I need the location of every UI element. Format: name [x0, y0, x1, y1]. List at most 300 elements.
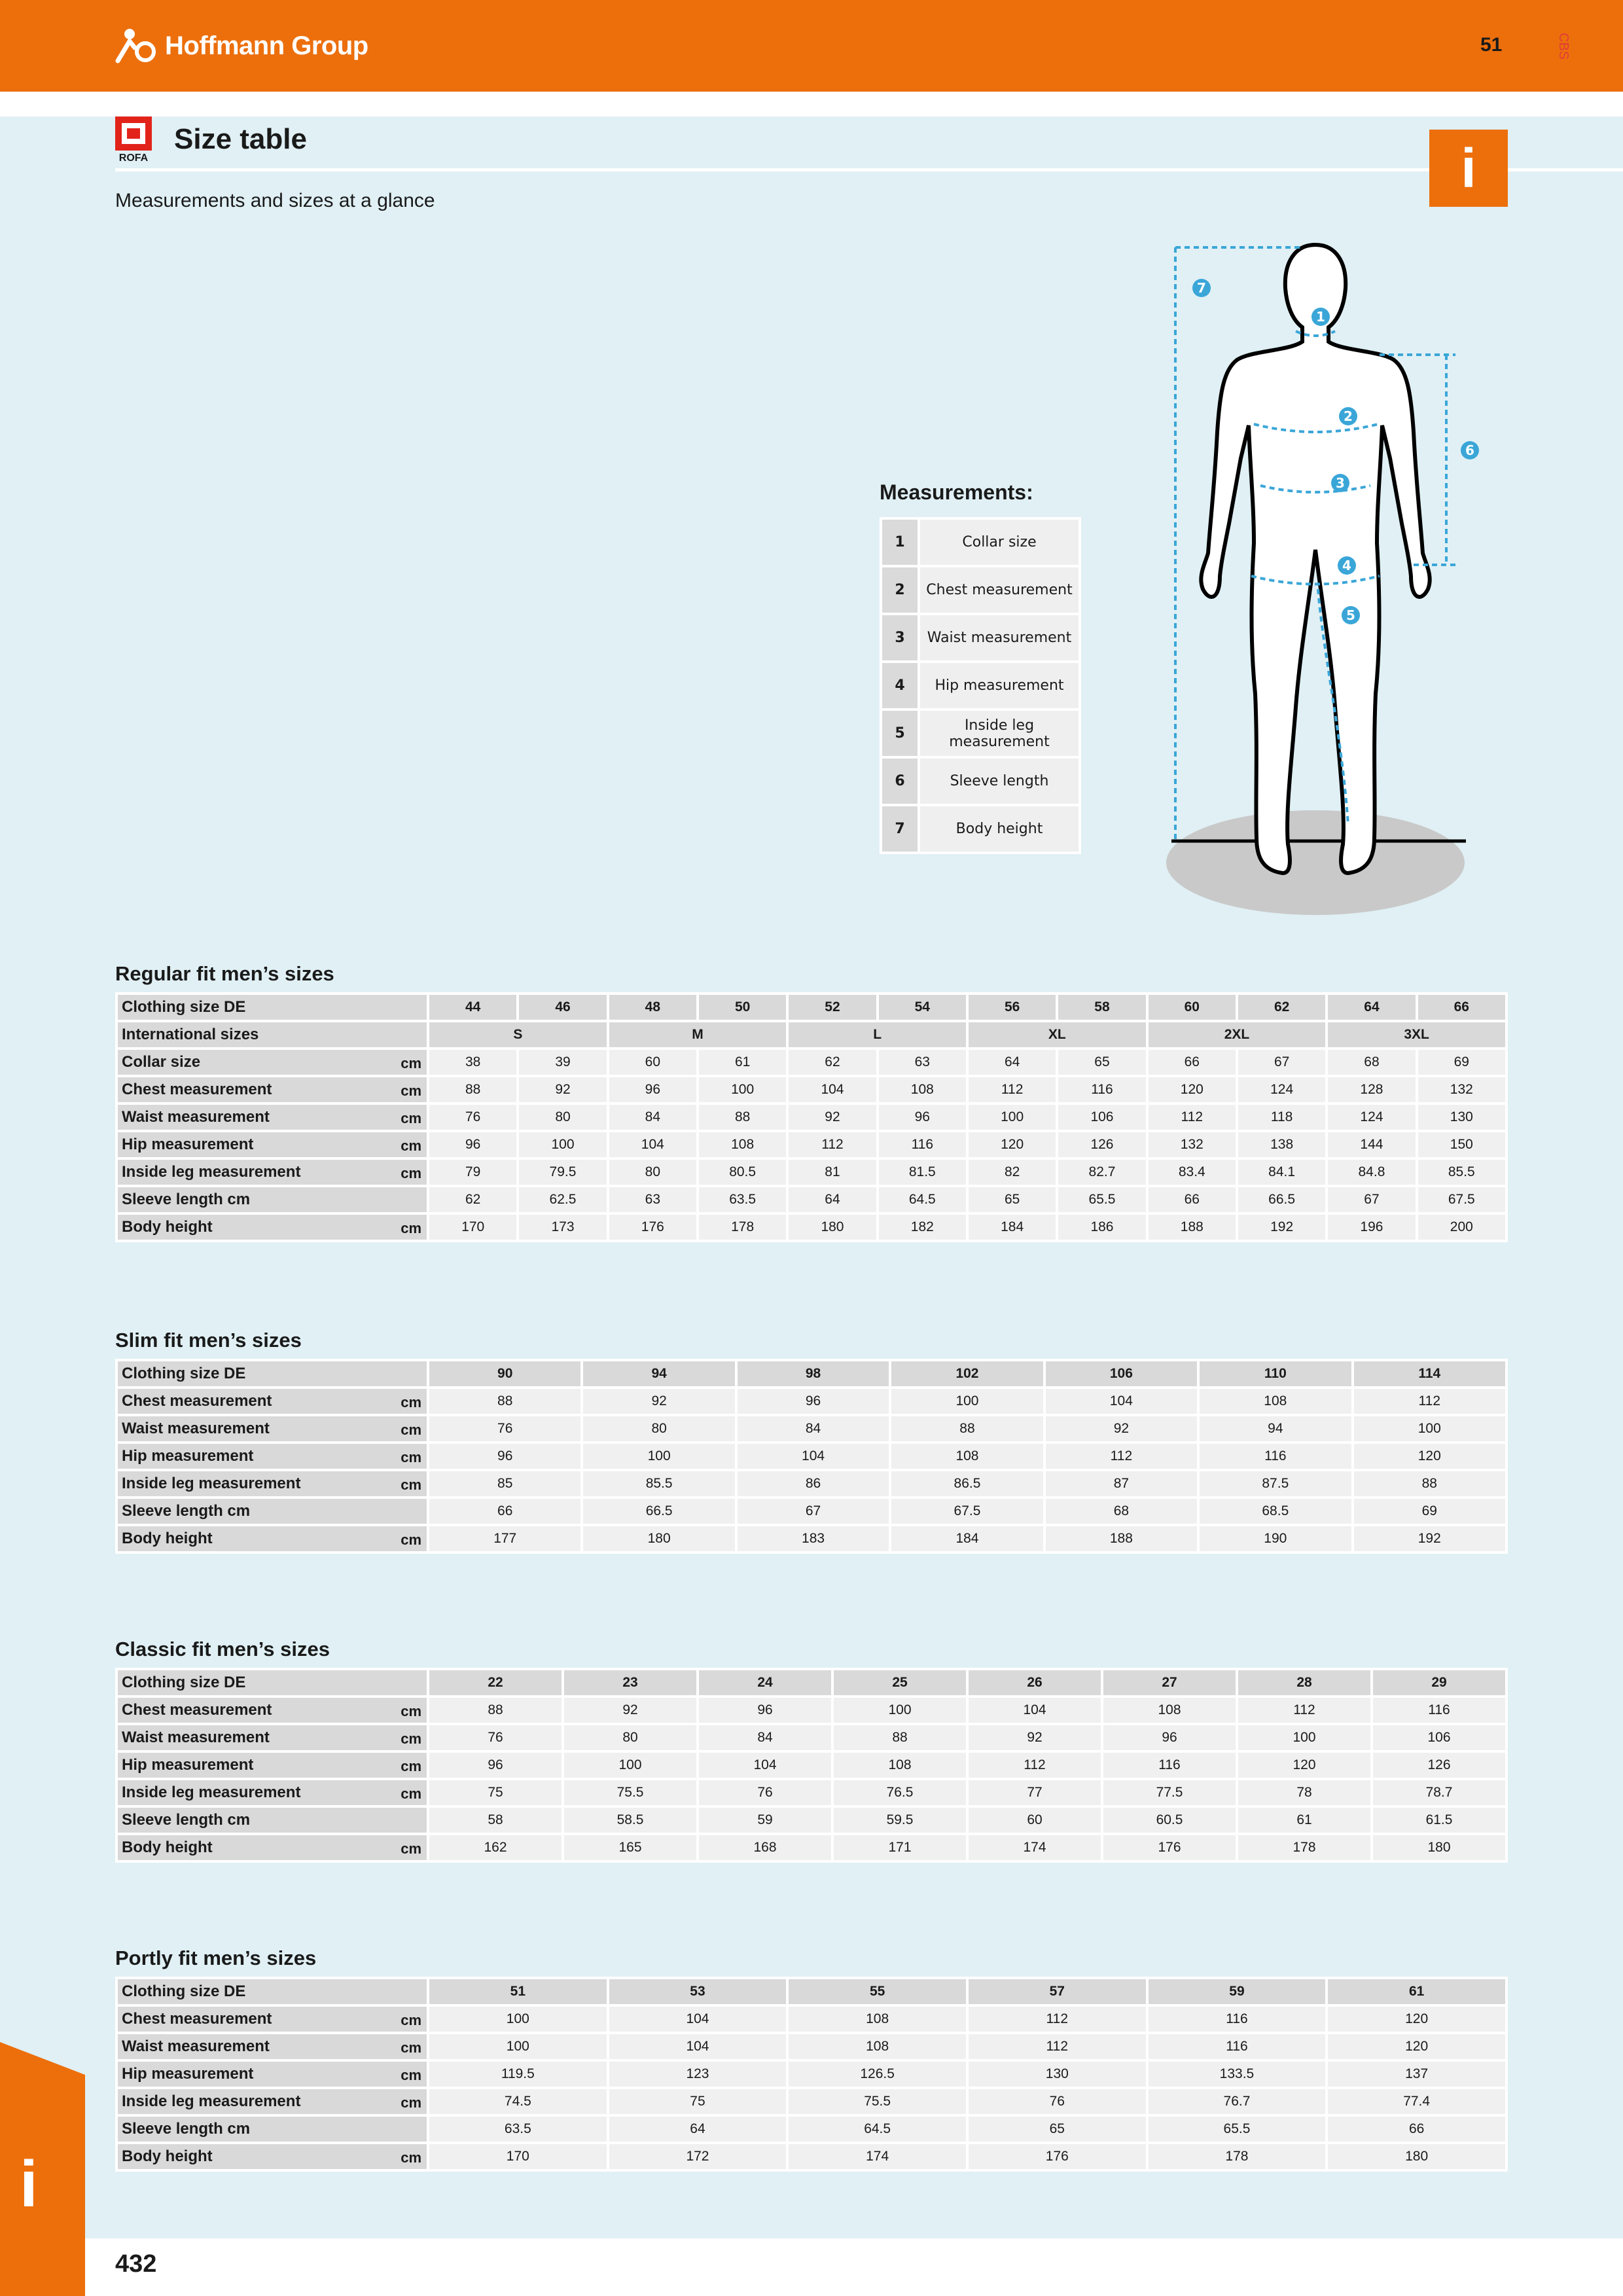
table-cell: 116 — [1149, 2007, 1326, 2032]
side-info-icon: i — [20, 2147, 38, 2221]
table-cell: 58 — [429, 1808, 562, 1833]
row-unit: cm — [401, 1758, 421, 1774]
table-cell: 173 — [519, 1215, 606, 1240]
table-cell: 165 — [564, 1835, 696, 1860]
table-row — [118, 2034, 1505, 2059]
table-cell: 38 — [429, 1050, 516, 1075]
size-header-cell: 26 — [969, 1670, 1101, 1695]
table-cell: 106 — [1058, 1105, 1145, 1130]
table-cell: 100 — [429, 2034, 607, 2059]
international-size-cell: S — [429, 1022, 607, 1047]
table-cell: 92 — [519, 1077, 606, 1102]
size-header-cell: 58 — [1058, 995, 1145, 1020]
table-row — [118, 2062, 1505, 2087]
table-cell: 96 — [738, 1389, 889, 1414]
size-header-cell: 64 — [1328, 995, 1415, 1020]
size-header-cell: 62 — [1238, 995, 1325, 1020]
table-row — [118, 1526, 1505, 1551]
table-cell: 126 — [1058, 1132, 1145, 1157]
table-cell: 126 — [1373, 1753, 1505, 1778]
table-cell: 168 — [699, 1835, 831, 1860]
table-cell: 108 — [891, 1444, 1043, 1469]
table-cell: 64.5 — [879, 1187, 966, 1212]
table-cell: 96 — [429, 1132, 516, 1157]
table-cell: 67.5 — [891, 1499, 1043, 1524]
size-header-cell: 50 — [699, 995, 786, 1020]
table-cell: 124 — [1238, 1077, 1325, 1102]
table-cell: 74.5 — [429, 2089, 607, 2114]
table-cell: 184 — [969, 1215, 1056, 1240]
table-cell: 80 — [583, 1416, 734, 1441]
row-label: Inside leg measurement — [122, 1784, 301, 1801]
legend-number: 6 — [882, 759, 918, 804]
table-cell: 92 — [969, 1725, 1101, 1750]
table-cell: 120 — [1354, 1444, 1505, 1469]
table-cell: 120 — [969, 1132, 1056, 1157]
table-cell: 180 — [1328, 2144, 1505, 2169]
legend-label: Body height — [918, 806, 1079, 852]
size-header-cell: 90 — [429, 1361, 580, 1386]
legend-row — [882, 759, 1079, 804]
table-cell: 96 — [609, 1077, 696, 1102]
size-header-cell: 57 — [969, 1979, 1146, 2004]
row-label: Clothing size DE — [122, 1674, 246, 1691]
table-cell: 177 — [429, 1526, 580, 1551]
table-cell: 180 — [1373, 1835, 1505, 1860]
portly-fit-table — [115, 1977, 1508, 2172]
row-label-cell — [118, 2034, 427, 2059]
table-cell: 75.5 — [564, 1780, 696, 1805]
size-header-cell: 61 — [1328, 1979, 1505, 2004]
table-cell: 120 — [1149, 1077, 1236, 1102]
row-label-cell — [118, 2144, 427, 2169]
table-cell: 184 — [891, 1526, 1043, 1551]
table-cell: 66 — [1149, 1187, 1236, 1212]
table-cell: 59 — [699, 1808, 831, 1833]
row-label: Chest measurement — [122, 1701, 272, 1719]
table-cell: 132 — [1418, 1077, 1505, 1102]
legend-row — [882, 520, 1079, 565]
size-header-cell: 98 — [738, 1361, 889, 1386]
table-cell: 94 — [1200, 1416, 1351, 1441]
row-unit: cm — [401, 2094, 421, 2111]
table-cell: 132 — [1149, 1132, 1236, 1157]
table-row — [118, 1808, 1505, 1833]
measurements-legend — [880, 517, 1081, 854]
table-cell: 116 — [879, 1132, 966, 1157]
row-label-cell — [118, 1808, 427, 1833]
table-cell: 138 — [1238, 1132, 1325, 1157]
table-row — [118, 1361, 1505, 1386]
row-unit: cm — [401, 1083, 421, 1099]
size-header-cell: 59 — [1149, 1979, 1326, 2004]
table-cell: 112 — [1354, 1389, 1505, 1414]
table-cell: 76 — [429, 1725, 562, 1750]
row-label: Chest measurement — [122, 2010, 272, 2028]
table-cell: 62 — [789, 1050, 876, 1075]
brand-name: Hoffmann Group — [165, 31, 368, 60]
page-number-bottom: 432 — [115, 2250, 157, 2278]
table-cell: 100 — [564, 1753, 696, 1778]
row-label: Collar size — [122, 1053, 201, 1071]
hoffmann-logo-icon — [115, 28, 157, 63]
table-cell: 81 — [789, 1160, 876, 1185]
table-cell: 108 — [834, 1753, 966, 1778]
legend-row — [882, 806, 1079, 852]
table-cell: 76 — [429, 1105, 516, 1130]
table-cell: 66 — [429, 1499, 580, 1524]
row-label-cell — [118, 1835, 427, 1860]
table-cell: 150 — [1418, 1132, 1505, 1157]
table-cell: 62 — [429, 1187, 516, 1212]
table-cell: 176 — [1103, 1835, 1236, 1860]
table-cell: 96 — [699, 1698, 831, 1723]
marker-6-label: 6 — [1465, 442, 1474, 458]
table-row — [118, 1725, 1505, 1750]
row-label-cell — [118, 1077, 427, 1102]
table-cell: 66 — [1328, 2117, 1505, 2142]
rofa-logo-text: ROFA — [118, 152, 149, 162]
table-cell: 63 — [879, 1050, 966, 1075]
table-cell: 76.7 — [1149, 2089, 1326, 2114]
table-cell: 96 — [1103, 1725, 1236, 1750]
table-cell: 86 — [738, 1471, 889, 1496]
legend-label: Waist measurement — [918, 615, 1079, 660]
size-header-cell: 66 — [1418, 995, 1505, 1020]
row-label: Waist measurement — [122, 2037, 270, 2055]
table-cell: 176 — [969, 2144, 1146, 2169]
table-row — [118, 1471, 1505, 1496]
table-cell: 76 — [699, 1780, 831, 1805]
size-header-cell: 56 — [969, 995, 1056, 1020]
row-label-cell — [118, 1698, 427, 1723]
row-label-cell — [118, 1979, 427, 2004]
table-cell: 137 — [1328, 2062, 1505, 2087]
row-label-cell — [118, 995, 427, 1020]
table-cell: 116 — [1200, 1444, 1351, 1469]
table-cell: 96 — [429, 1753, 562, 1778]
table-cell: 100 — [969, 1105, 1056, 1130]
row-unit: cm — [401, 1840, 421, 1857]
table-cell: 128 — [1328, 1077, 1415, 1102]
legend-number: 3 — [882, 615, 918, 660]
table-cell: 65 — [969, 1187, 1056, 1212]
row-label-cell — [118, 1526, 427, 1551]
row-label: Sleeve length cm — [122, 1811, 251, 1829]
row-label: Hip measurement — [122, 1756, 254, 1774]
table-cell: 112 — [1149, 1105, 1236, 1130]
size-header-cell: 48 — [609, 995, 696, 1020]
table-cell: 83.4 — [1149, 1160, 1236, 1185]
size-header-cell: 52 — [789, 995, 876, 1020]
table-cell: 120 — [1328, 2007, 1505, 2032]
table-cell: 176 — [609, 1215, 696, 1240]
row-label-cell — [118, 1753, 427, 1778]
table-cell: 92 — [583, 1389, 734, 1414]
row-unit: cm — [401, 1055, 421, 1071]
table-cell: 80.5 — [699, 1160, 786, 1185]
table-cell: 178 — [699, 1215, 786, 1240]
table-cell: 80 — [564, 1725, 696, 1750]
row-label-cell — [118, 1670, 427, 1695]
size-header-cell: 29 — [1373, 1670, 1505, 1695]
table-cell: 196 — [1328, 1215, 1415, 1240]
table-cell: 104 — [738, 1444, 889, 1469]
table-cell: 96 — [879, 1105, 966, 1130]
table-cell: 68.5 — [1200, 1499, 1351, 1524]
row-unit: cm — [401, 1138, 421, 1154]
row-label-cell — [118, 2062, 427, 2087]
table-row — [118, 1215, 1505, 1240]
row-label: Inside leg measurement — [122, 1163, 301, 1181]
table-cell: 180 — [789, 1215, 876, 1240]
table-cell: 108 — [879, 1077, 966, 1102]
row-label: Clothing size DE — [122, 1365, 246, 1382]
table-row — [118, 1753, 1505, 1778]
table-row — [118, 1416, 1505, 1441]
table-row — [118, 1132, 1505, 1157]
row-unit: cm — [401, 1110, 421, 1126]
table-row — [118, 995, 1505, 1020]
size-header-cell: 55 — [789, 1979, 966, 2004]
size-header-cell: 25 — [834, 1670, 966, 1695]
table-cell: 108 — [789, 2007, 966, 2032]
legend-number: 5 — [882, 711, 918, 756]
table-cell: 88 — [699, 1105, 786, 1130]
table-cell: 64 — [609, 2117, 787, 2142]
floor-shadow — [1166, 810, 1465, 915]
regular-fit-table — [115, 992, 1508, 1242]
table-row — [118, 1698, 1505, 1723]
row-unit: cm — [401, 1394, 421, 1410]
table-cell: 64 — [969, 1050, 1056, 1075]
marker-7-label: 7 — [1197, 280, 1206, 296]
table-cell: 112 — [969, 1753, 1101, 1778]
row-label: Body height — [122, 1530, 213, 1547]
row-label: Waist measurement — [122, 1420, 270, 1437]
table-cell: 79.5 — [519, 1160, 606, 1185]
table-cell: 178 — [1238, 1835, 1370, 1860]
table-cell: 77.5 — [1103, 1780, 1236, 1805]
row-label-cell — [118, 1050, 427, 1075]
size-header-cell: 94 — [583, 1361, 734, 1386]
row-label: Waist measurement — [122, 1729, 270, 1746]
marker-2-label: 2 — [1344, 408, 1353, 424]
size-header-cell: 28 — [1238, 1670, 1370, 1695]
table-cell: 92 — [564, 1698, 696, 1723]
row-label-cell — [118, 1444, 427, 1469]
table-cell: 76 — [429, 1416, 580, 1441]
table-cell: 75.5 — [789, 2089, 966, 2114]
table-cell: 80 — [609, 1160, 696, 1185]
table-cell: 126.5 — [789, 2062, 966, 2087]
white-strip — [0, 92, 1623, 117]
row-label: Sleeve length cm — [122, 2120, 251, 2138]
table-cell: 92 — [1046, 1416, 1197, 1441]
size-header-cell: 22 — [429, 1670, 562, 1695]
table-cell: 118 — [1238, 1105, 1325, 1130]
row-label-cell — [118, 1187, 427, 1212]
row-unit: cm — [401, 1731, 421, 1747]
measurements-title: Measurements: — [880, 480, 1033, 504]
row-label-cell — [118, 1499, 427, 1524]
row-label-cell — [118, 1105, 427, 1130]
table-cell: 188 — [1046, 1526, 1197, 1551]
table-cell: 112 — [1046, 1444, 1197, 1469]
row-label: Body height — [122, 2147, 213, 2165]
table-cell: 78.7 — [1373, 1780, 1505, 1805]
table-cell: 92 — [789, 1105, 876, 1130]
row-label: Sleeve length cm — [122, 1191, 251, 1208]
table-cell: 100 — [699, 1077, 786, 1102]
legend-row — [882, 615, 1079, 660]
table-cell: 144 — [1328, 1132, 1415, 1157]
international-size-cell: L — [789, 1022, 966, 1047]
row-label: Hip measurement — [122, 2065, 254, 2083]
international-size-cell: M — [609, 1022, 787, 1047]
table-cell: 68 — [1328, 1050, 1415, 1075]
row-label: Chest measurement — [122, 1081, 272, 1098]
table-cell: 130 — [1418, 1105, 1505, 1130]
row-label-cell — [118, 1132, 427, 1157]
table-cell: 170 — [429, 2144, 607, 2169]
table-cell: 66.5 — [1238, 1187, 1325, 1212]
legend-number: 2 — [882, 567, 918, 613]
table-cell: 62.5 — [519, 1187, 606, 1212]
classic-fit-table — [115, 1668, 1508, 1863]
catalog-code: CBS — [1556, 33, 1571, 60]
hoffmann-logo[interactable] — [115, 25, 368, 67]
table-cell: 192 — [1238, 1215, 1325, 1240]
legend-label: Hip measurement — [918, 663, 1079, 708]
table-cell: 61.5 — [1373, 1808, 1505, 1833]
table-cell: 61 — [699, 1050, 786, 1075]
table-cell: 116 — [1103, 1753, 1236, 1778]
size-header-cell: 24 — [699, 1670, 831, 1695]
table-cell: 124 — [1328, 1105, 1415, 1130]
legend-label: Sleeve length — [918, 759, 1079, 804]
table-cell: 112 — [969, 2034, 1146, 2059]
page-title: Size table — [174, 123, 307, 155]
row-label-cell — [118, 1361, 427, 1386]
size-header-cell: 44 — [429, 995, 516, 1020]
info-icon: i — [1429, 130, 1508, 207]
legend-number: 7 — [882, 806, 918, 852]
table-row — [118, 1160, 1505, 1185]
table-cell: 171 — [834, 1835, 966, 1860]
row-label-cell — [118, 1780, 427, 1805]
table-cell: 100 — [519, 1132, 606, 1157]
table-cell: 85.5 — [1418, 1160, 1505, 1185]
table-cell: 84 — [609, 1105, 696, 1130]
row-label-cell — [118, 1416, 427, 1441]
portly-fit-title: Portly fit men’s sizes — [115, 1946, 317, 1969]
table-cell: 170 — [429, 1215, 516, 1240]
table-cell: 112 — [969, 2007, 1146, 2032]
size-header-cell: 114 — [1354, 1361, 1505, 1386]
size-header-cell: 102 — [891, 1361, 1043, 1386]
table-cell: 183 — [738, 1526, 889, 1551]
row-label-cell — [118, 1389, 427, 1414]
table-cell: 65.5 — [1149, 2117, 1326, 2142]
row-label: International sizes — [122, 1026, 259, 1043]
row-label: Waist measurement — [122, 1108, 270, 1126]
table-cell: 178 — [1149, 2144, 1326, 2169]
row-label-cell — [118, 1725, 427, 1750]
row-label: Body height — [122, 1839, 213, 1856]
body-figure — [1152, 236, 1492, 933]
table-cell: 88 — [429, 1389, 580, 1414]
legend-label: Chest measurement — [918, 567, 1079, 613]
row-label-cell — [118, 1022, 427, 1047]
marker-5-label: 5 — [1346, 607, 1355, 623]
table-cell: 120 — [1238, 1753, 1370, 1778]
table-cell: 85.5 — [583, 1471, 734, 1496]
table-cell: 85 — [429, 1471, 580, 1496]
table-cell: 88 — [834, 1725, 966, 1750]
table-cell: 60.5 — [1103, 1808, 1236, 1833]
table-cell: 130 — [969, 2062, 1146, 2087]
table-row — [118, 1187, 1505, 1212]
size-header-cell: 53 — [609, 1979, 787, 2004]
table-cell: 116 — [1058, 1077, 1145, 1102]
row-label: Body height — [122, 1218, 213, 1236]
table-cell: 77 — [969, 1780, 1101, 1805]
table-cell: 104 — [969, 1698, 1101, 1723]
table-cell: 108 — [699, 1132, 786, 1157]
page-subtitle: Measurements and sizes at a glance — [115, 190, 435, 211]
row-unit: cm — [401, 1449, 421, 1465]
row-label-cell — [118, 2007, 427, 2032]
row-label: Sleeve length cm — [122, 1502, 251, 1520]
table-cell: 68 — [1046, 1499, 1197, 1524]
table-cell: 100 — [429, 2007, 607, 2032]
table-cell: 63 — [609, 1187, 696, 1212]
table-cell: 180 — [583, 1526, 734, 1551]
table-row — [118, 1444, 1505, 1469]
table-cell: 200 — [1418, 1215, 1505, 1240]
table-cell: 123 — [609, 2062, 787, 2087]
table-cell: 88 — [429, 1698, 562, 1723]
side-tab — [0, 2042, 85, 2296]
table-cell: 67.5 — [1418, 1187, 1505, 1212]
table-row — [118, 1077, 1505, 1102]
table-cell: 87.5 — [1200, 1471, 1351, 1496]
table-cell: 104 — [699, 1753, 831, 1778]
size-header-cell: 106 — [1046, 1361, 1197, 1386]
table-row — [118, 2089, 1505, 2114]
table-cell: 84.8 — [1328, 1160, 1415, 1185]
row-unit: cm — [401, 1703, 421, 1719]
table-cell: 60 — [969, 1808, 1101, 1833]
table-cell: 100 — [891, 1389, 1043, 1414]
row-unit: cm — [401, 1165, 421, 1181]
table-row — [118, 1499, 1505, 1524]
table-cell: 87 — [1046, 1471, 1197, 1496]
page-number-top: 51 — [1480, 34, 1503, 56]
table-cell: 60 — [609, 1050, 696, 1075]
table-row — [118, 1979, 1505, 2004]
table-cell: 120 — [1328, 2034, 1505, 2059]
legend-number: 1 — [882, 520, 918, 565]
table-row — [118, 1022, 1505, 1047]
size-header-cell: 27 — [1103, 1670, 1236, 1695]
legend-number: 4 — [882, 663, 918, 708]
size-header-cell: 110 — [1200, 1361, 1351, 1386]
marker-3-label: 3 — [1336, 475, 1345, 491]
table-cell: 79 — [429, 1160, 516, 1185]
slim-fit-title: Slim fit men’s sizes — [115, 1329, 302, 1352]
